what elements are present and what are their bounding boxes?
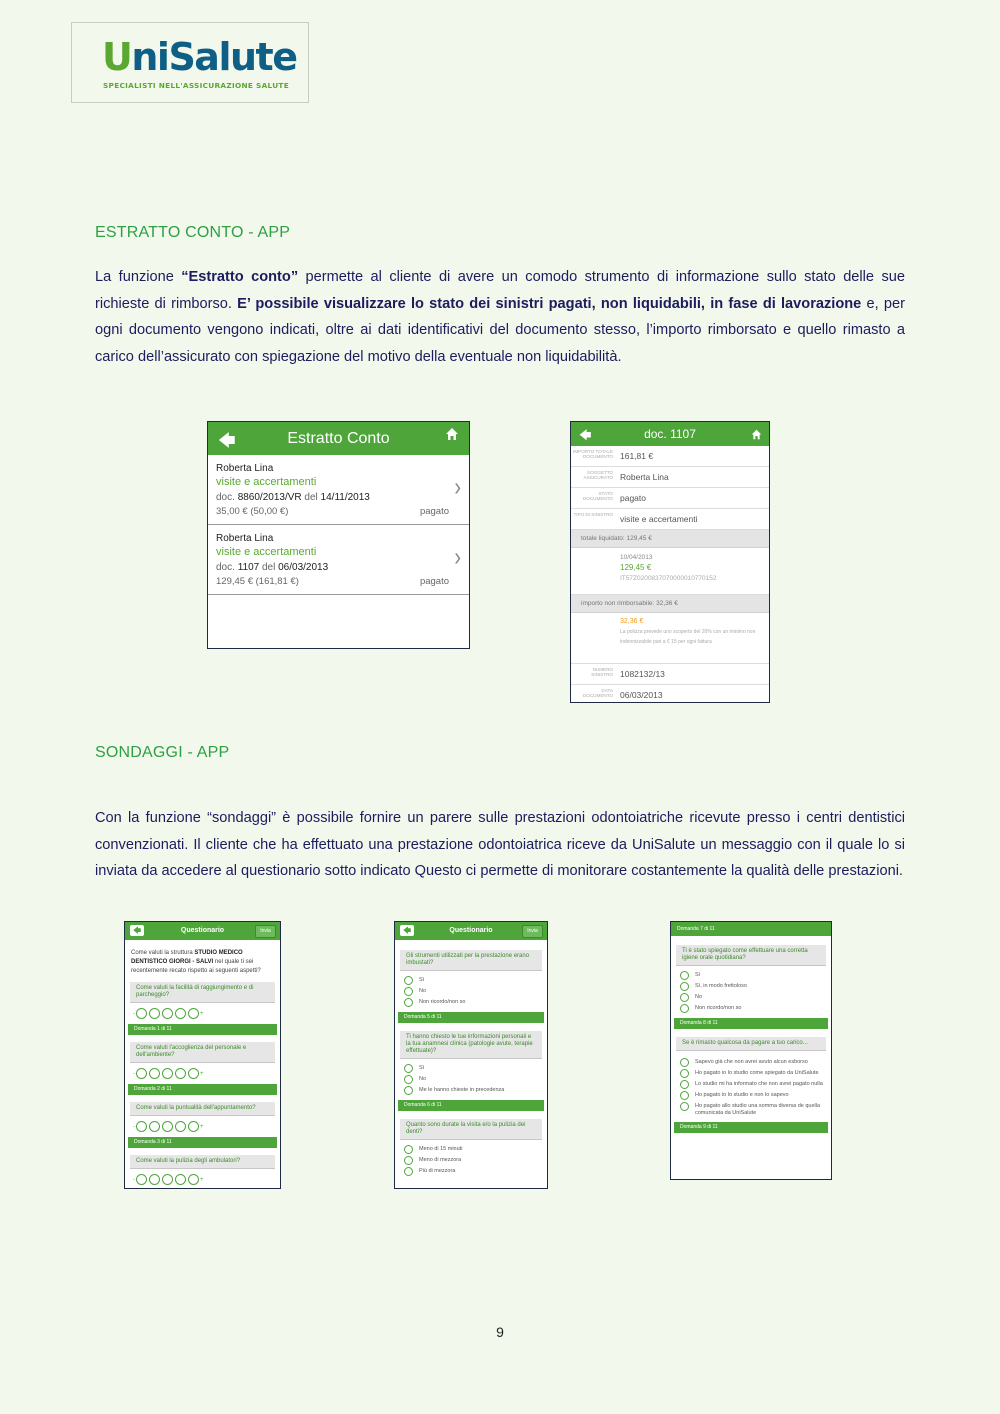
detail-row: TIPO DI SINISTRO visite e accertamenti [571,509,769,530]
question-counter: Domanda 9 di 11 [674,1122,828,1133]
detail-row: NUMERO SINISTRO 1082132/13 [571,664,769,685]
screen-title: Estratto Conto [287,430,390,447]
logo [71,22,309,103]
radio-option[interactable]: Ho pagato allo studio una somma diversa de quella comunicata da UniSalute [671,1101,831,1118]
invia-button[interactable]: Invia [522,925,543,938]
estratto-header [208,422,469,455]
status-label: pagato [419,506,449,517]
home-icon[interactable] [751,427,762,445]
liquidated-block: 10/04/2013 129,45 € IT57Z0200837070000010770152 [571,548,769,595]
question-label: Quanto sono durate la visita e/o la pulizia dei denti? [400,1119,542,1140]
question-counter: Domanda 3 di 11 [128,1137,277,1148]
non-refundable-block: 32,36 € La polizza prevede uno scoperto del 20% con un minimo non indennizzabile pari a € 15 per ogni fattura [571,613,769,664]
question-counter: Domanda 1 di 11 [128,1024,277,1035]
logo-tagline: SPECIALISTI NELL'ASSICURAZIONE SALUTE [103,81,289,90]
radio-option[interactable]: Ho pagato io lo studio e non lo sapevo [671,1090,831,1101]
question-label: Se è rimasto qualcosa da pagare a tuo carico... [676,1037,826,1051]
radio-option[interactable]: Meno di 15 minuti [395,1144,547,1155]
rating-scale[interactable]: - + [125,1003,280,1024]
questionario-screen-2 [394,921,548,1189]
radio-option[interactable]: Sì [395,975,547,986]
radio-option[interactable]: Sì [671,970,831,981]
rating-scale[interactable]: - + [125,1169,280,1189]
question-label: Ti hanno chiesto le tue informazioni personali e la tua anamnesi clinica (patologie avute, terapie effettuate)? [400,1031,542,1059]
rating-scale[interactable]: - + [125,1063,280,1084]
question-label: Come valuti la facilità di raggiungimento e di parcheggio? [130,982,275,1003]
back-arrow-icon[interactable]: 🡄 [400,925,414,936]
question-label: Come valuti la pulizia degli ambulatori? [130,1155,275,1169]
option-list [395,1140,547,1177]
radio-option[interactable]: Non ricordo/non so [671,1003,831,1014]
list-item[interactable]: Roberta Lina visite e accertamenti doc. 1107 del 06/03/2013 129,45 € (161,81 €) pagato › [208,525,469,595]
section-title-sondaggi: SONDAGGI - APP [95,744,230,761]
option-list [395,1059,547,1096]
home-icon[interactable] [445,427,459,446]
logo-wordmark: UniSalute [102,35,297,79]
screen-title: doc. 1107 [644,427,696,441]
estratto-conto-screen [207,421,470,649]
detail-row: DATA DOCUMENTO 06/03/2013 [571,685,769,703]
questionario-header [125,922,280,940]
radio-option[interactable]: Lo studio mi ha informato che non avrei pagato nulla [671,1079,831,1090]
question-counter: Domanda 5 di 11 [398,1012,544,1023]
doc-header [571,422,769,446]
page-number: 9 [496,1324,504,1340]
question-label: Come valuti l'accoglienza del personale e dell'ambiente? [130,1042,275,1063]
option-list [671,1051,831,1118]
radio-option[interactable]: No [395,986,547,997]
back-arrow-icon[interactable]: 🡄 [130,925,144,936]
radio-option[interactable]: Sì [395,1063,547,1074]
paragraph-estratto: La funzione “Estratto conto” permette al cliente di avere un comodo strumento di informazione sullo stato delle sue richieste di rimborso. E’ possibile visualizzare lo stato dei sinistri pagati, non liquidabili, in fase di lavorazione e, per ogni documento vengono indicati, oltre ai dati identificativi del documento stesso, l’importo rimborsato e quello rimasto a carico dell’assicurato con spiegazione del motivo della eventuale non liquidabilità. [95,269,905,365]
radio-option[interactable]: Ho pagato io lo studio come spiegato da UniSalute [671,1068,831,1079]
questionario-screen-3 [670,921,832,1180]
radio-option[interactable]: Meno di mezzora [395,1155,547,1166]
radio-option[interactable]: Non ricordo/non so [395,997,547,1008]
detail-row: SOGGETTO ASSICURATO Roberta Lina [571,467,769,488]
detail-row: IMPORTO TOTALE DOCUMENTO 161,81 € [571,446,769,467]
status-label: pagato [419,576,449,587]
option-list [395,971,547,1008]
question-label: Gli strumenti utilizzati per la prestazione erano imbustati? [400,950,542,971]
questionario-screen-1 [124,921,281,1189]
section-title-estratto: ESTRATTO CONTO - APP [95,224,291,241]
question-counter: Domanda 8 di 11 [674,1018,828,1029]
questionario-header [395,922,547,940]
radio-option[interactable]: Sì, in modo frettoloso [671,981,831,992]
chevron-right-icon: › [454,473,461,503]
question-counter: Domanda 7 di 11 [671,922,831,936]
question-label: Come valuti la puntualità dell'appuntamento? [130,1102,275,1116]
screen-title: Questionario [180,927,225,934]
question-counter: Domanda 6 di 11 [398,1100,544,1111]
radio-option[interactable]: Sapevo già che non avrei avuto alcun esborso [671,1057,831,1068]
liquidated-header: totale liquidato: 129,45 € [571,530,769,548]
doc-detail-screen [570,421,770,703]
screen-title: Questionario [449,927,493,934]
radio-option[interactable]: Me le hanno chieste in precedenza [395,1085,547,1096]
back-arrow-icon[interactable]: 🡄 [218,431,236,450]
question-label: Ti è stato spiegato come effettuare una corretta igiene orale quotidiana? [676,945,826,966]
list-item[interactable]: Roberta Lina visite e accertamenti doc. 8860/2013/VR del 14/11/2013 35,00 € (50,00 €) pagato › [208,455,469,525]
invia-button[interactable]: Invia [255,925,276,938]
option-list [671,966,831,1014]
survey-intro: Come valuti la struttura STUDIO MEDICO DENTISTICO GIORGI - SALVI nel quale ti sei recentemente recato rispetto ai seguenti aspetti? [131,950,261,974]
rating-scale[interactable]: - + [125,1116,280,1137]
radio-option[interactable]: No [671,992,831,1003]
question-counter: Domanda 2 di 11 [128,1084,277,1095]
paragraph-sondaggi: Con la funzione “sondaggi” è possibile fornire un parere sulle prestazioni odontoiatriche ricevute presso i centri dentistici convenzionati. Il cliente che ha effettuato una prestazione odontoiatrica riceve da UniSalute un messaggio con il quale lo si inviata da accedere al questionario sotto indicato Questo ci permette di monitorare costantemente la qualità delle prestazioni. [95,810,905,879]
detail-row: STATO DOCUMENTO pagato [571,488,769,509]
non-refundable-header: importo non rimborsabile: 32,36 € [571,595,769,613]
chevron-right-icon: › [454,543,461,573]
radio-option[interactable]: No [395,1074,547,1085]
back-arrow-icon[interactable]: 🡄 [579,428,592,442]
radio-option[interactable]: Più di mezzora [395,1166,547,1177]
